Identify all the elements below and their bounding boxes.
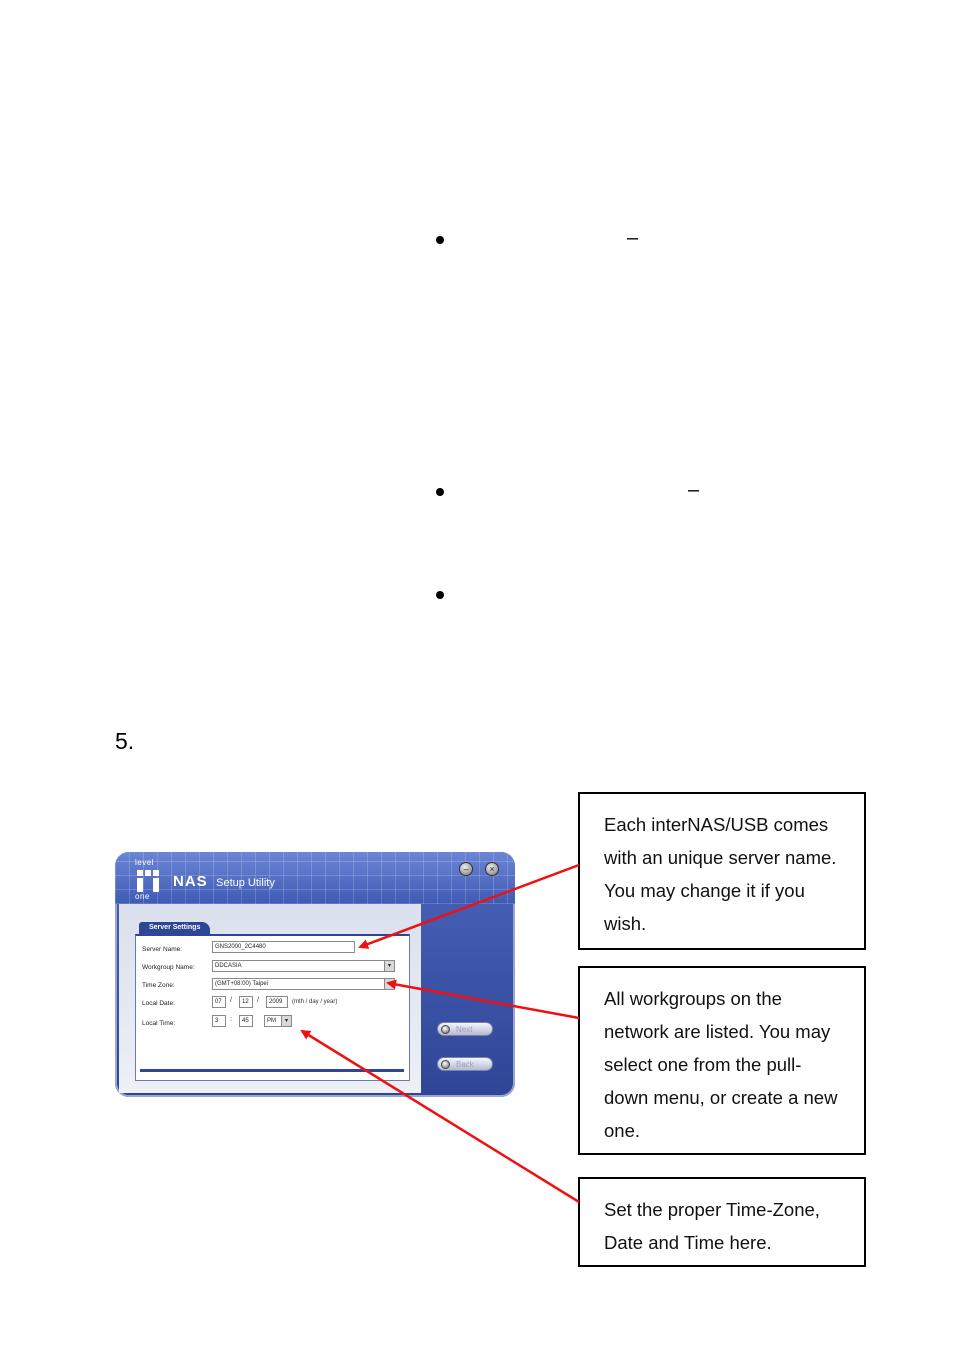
server-name-input[interactable]: GNS2000_2C4480 bbox=[212, 941, 355, 953]
step-number: 5. bbox=[115, 728, 135, 754]
title-setup-utility: Setup Utility bbox=[216, 877, 275, 889]
time-zone-value: (GMT+08:00) Taipei bbox=[215, 981, 269, 987]
arrow-workgroup bbox=[388, 983, 579, 1018]
logo-text-top: level bbox=[135, 858, 154, 867]
date-separator: / bbox=[230, 997, 232, 1004]
next-label: Next bbox=[456, 1025, 473, 1034]
close-icon[interactable]: × bbox=[485, 862, 499, 876]
chevron-down-icon[interactable]: ▾ bbox=[384, 961, 394, 971]
local-time-hour-input[interactable]: 3 bbox=[212, 1015, 226, 1027]
local-date-month-input[interactable]: 07 bbox=[212, 996, 226, 1008]
tab-server-settings[interactable]: Server Settings bbox=[139, 922, 210, 934]
time-separator: : bbox=[230, 1016, 232, 1023]
ampm-value: PM bbox=[267, 1018, 276, 1024]
date-separator: / bbox=[257, 997, 259, 1004]
logo-text-bottom: one bbox=[135, 892, 150, 901]
local-time-label: Local Time: bbox=[142, 1020, 176, 1027]
local-date-day-input[interactable]: 12 bbox=[239, 996, 253, 1008]
local-date-label: Local Date: bbox=[142, 1000, 175, 1007]
date-format-hint: (mth / day / year) bbox=[292, 999, 338, 1005]
time-zone-label: Time Zone: bbox=[142, 982, 175, 989]
callout-workgroup: All workgroups on the network are listed. You may select one from the pull-down menu, or create a new one. bbox=[578, 966, 866, 1155]
arrow-server-name bbox=[360, 865, 579, 947]
callout-time-zone: Set the proper Time-Zone, Date and Time here. bbox=[578, 1177, 866, 1267]
workgroup-name-label: Workgroup Name: bbox=[142, 964, 195, 971]
workgroup-name-value: DDCASIA bbox=[215, 963, 242, 969]
dash-1: – bbox=[627, 227, 639, 249]
back-label: Back bbox=[456, 1060, 474, 1069]
arrow-time-zone bbox=[302, 1031, 579, 1202]
local-date-year-input[interactable]: 2009 bbox=[266, 996, 288, 1008]
title-nas: NAS bbox=[173, 873, 208, 890]
local-time-minute-input[interactable]: 45 bbox=[239, 1015, 253, 1027]
minimize-icon[interactable]: – bbox=[459, 862, 473, 876]
server-name-label: Server Name: bbox=[142, 946, 183, 953]
dash-2: – bbox=[688, 479, 700, 501]
callout-server-name: Each interNAS/USB comes with an unique server name. You may change it if you wish. bbox=[578, 792, 866, 950]
chevron-down-icon[interactable]: ▾ bbox=[281, 1016, 291, 1026]
